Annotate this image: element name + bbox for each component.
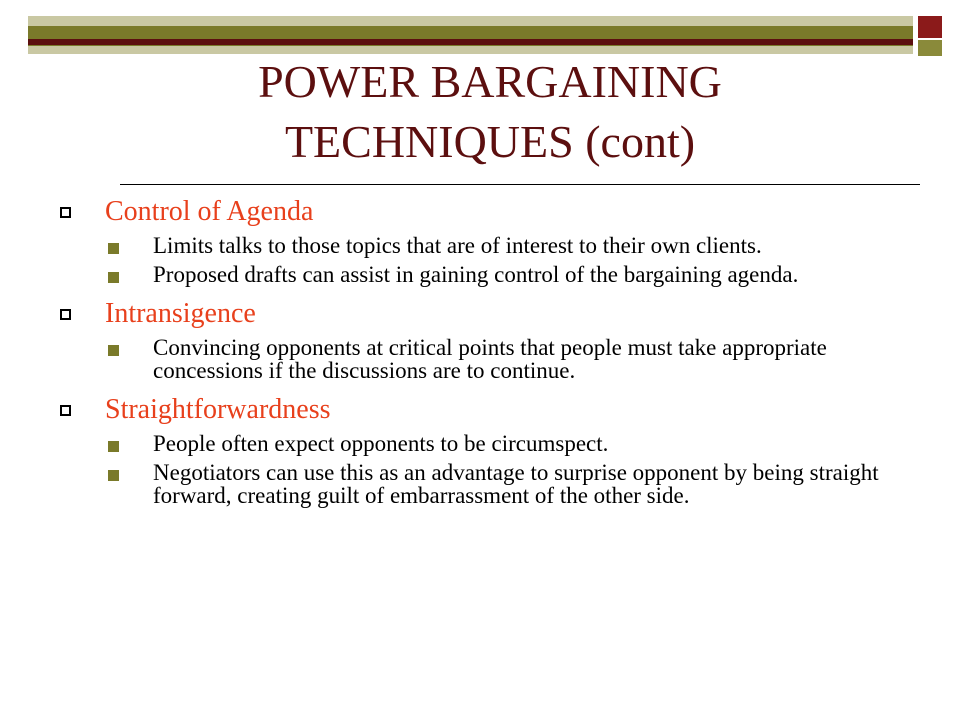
filled-square-bullet-icon bbox=[108, 470, 119, 481]
title-divider bbox=[120, 184, 920, 185]
list-item bbox=[108, 263, 920, 286]
slide-title bbox=[120, 52, 860, 172]
section-heading: Intransigence bbox=[105, 298, 256, 329]
corner-decor-olive bbox=[918, 40, 942, 56]
filled-square-bullet-icon bbox=[108, 441, 119, 452]
list-item bbox=[108, 432, 920, 455]
top-bar-dark-stripe bbox=[28, 39, 913, 45]
section-straightforwardness bbox=[60, 388, 920, 507]
section-heading-row bbox=[60, 190, 920, 234]
section-heading-row bbox=[60, 292, 920, 336]
list-item bbox=[108, 461, 920, 507]
section-heading: Control of Agenda bbox=[105, 196, 314, 227]
hollow-square-bullet-icon bbox=[60, 309, 71, 320]
section-heading-row bbox=[60, 388, 920, 432]
filled-square-bullet-icon bbox=[108, 272, 119, 283]
section-heading: Straightforwardness bbox=[105, 394, 331, 425]
list-item-text: People often expect opponents to be circumspect. bbox=[153, 431, 609, 456]
hollow-square-bullet-icon bbox=[60, 405, 71, 416]
hollow-square-bullet-icon bbox=[60, 207, 71, 218]
top-decorative-bar bbox=[28, 16, 913, 54]
corner-decor-red bbox=[918, 16, 942, 38]
slide-title-line-1: POWER BARGAINING bbox=[258, 56, 722, 107]
slide-content bbox=[60, 190, 920, 513]
section-control-of-agenda bbox=[60, 190, 920, 286]
list-item bbox=[108, 234, 920, 257]
filled-square-bullet-icon bbox=[108, 243, 119, 254]
list-item-text: Limits talks to those topics that are of interest to their own clients. bbox=[153, 233, 762, 258]
list-item bbox=[108, 336, 920, 382]
list-item-text: Convincing opponents at critical points that people must take appropriate concessions if the discussions are to continue. bbox=[153, 335, 827, 383]
slide-title-line-2: TECHNIQUES (cont) bbox=[284, 116, 696, 167]
section-intransigence bbox=[60, 292, 920, 382]
filled-square-bullet-icon bbox=[108, 345, 119, 356]
list-item-text: Negotiators can use this as an advantage to surprise opponent by being straight forward, creating guilt of embarrassment of the other side. bbox=[153, 460, 879, 508]
list-item-text: Proposed drafts can assist in gaining control of the bargaining agenda. bbox=[153, 262, 799, 287]
